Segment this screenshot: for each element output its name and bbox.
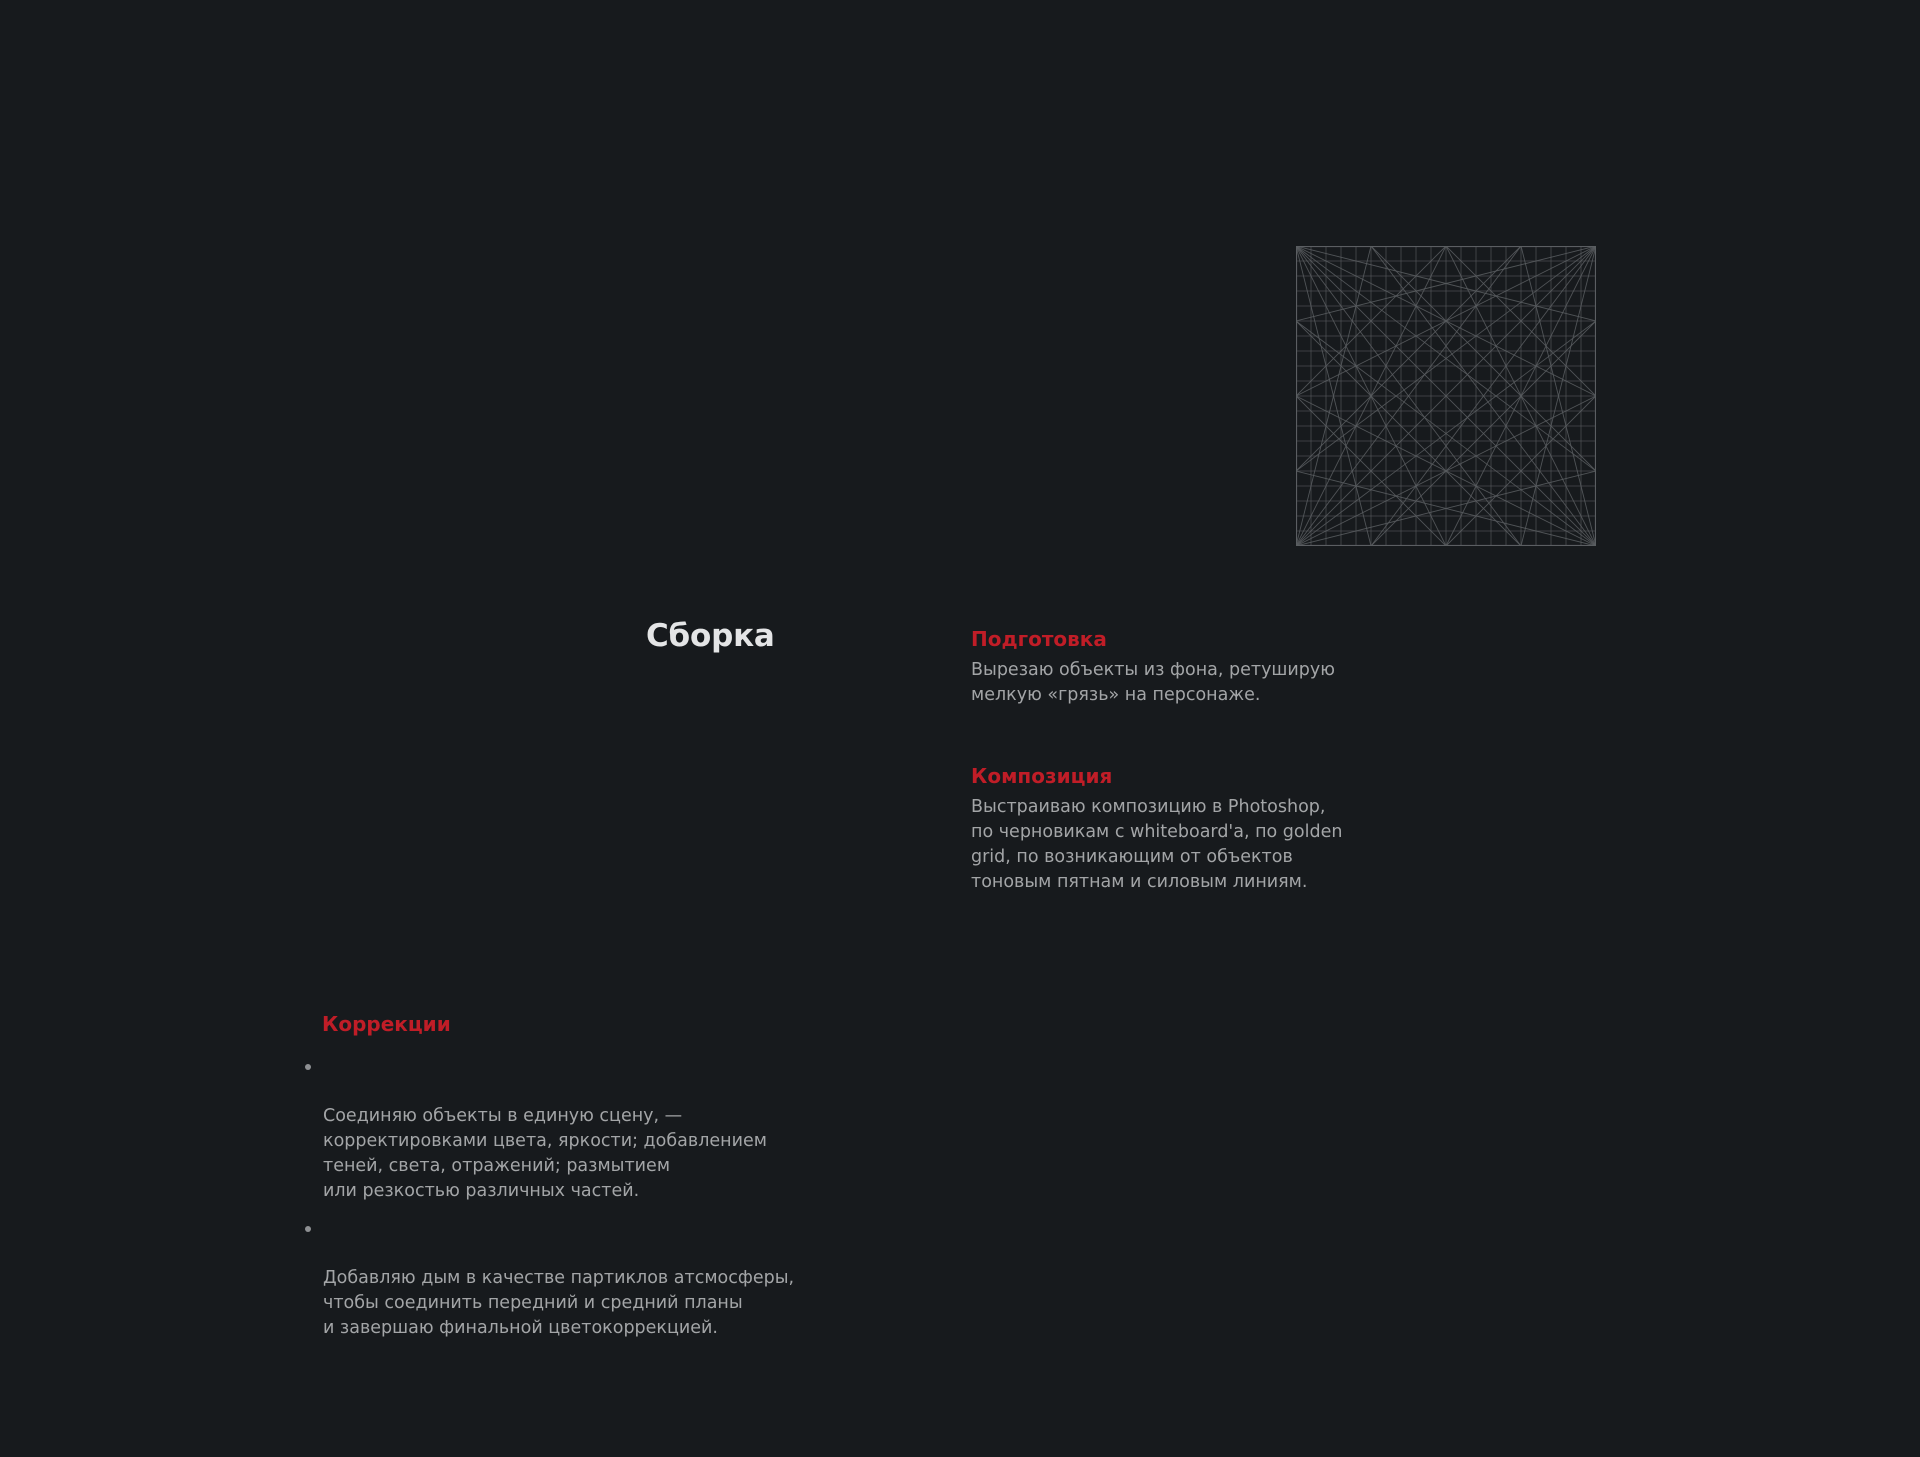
composition-block bbox=[971, 763, 1391, 895]
bullet-icon bbox=[305, 1226, 311, 1232]
golden-grid-drawing bbox=[1296, 246, 1596, 546]
preparation-block bbox=[971, 626, 1391, 708]
list-item-text: Добавляю дым в качестве партиклов атсмосферы, чтобы соединить передний и средний планы и завершаю финальной цветокоррекцией. bbox=[323, 1268, 795, 1338]
preparation-text: Вырезаю объекты из фона, ретуширую мелкую «грязь» на персонаже. bbox=[971, 660, 1336, 705]
corrections-heading: Коррекции bbox=[322, 1012, 451, 1036]
composition-text: Выстраиваю композицию в Photoshop, по черновикам с whiteboard'a, по golden grid, по возникающим от объектов тоновым пятнам и силовым линиям. bbox=[971, 797, 1343, 892]
list-item-text: Соединяю объекты в единую сцену, — корректировками цвета, яркости; добавлением теней, света, отражений; размытием или резкостью различных частей. bbox=[323, 1106, 767, 1201]
corrections-block bbox=[300, 1011, 820, 1353]
list-item bbox=[300, 1216, 820, 1341]
bullet-icon bbox=[305, 1064, 311, 1070]
section-title: Сборка bbox=[646, 618, 775, 654]
preparation-heading: Подготовка bbox=[971, 627, 1107, 651]
composition-heading: Композиция bbox=[971, 764, 1113, 788]
list-item bbox=[300, 1054, 820, 1204]
corrections-list bbox=[300, 1054, 820, 1341]
golden-grid-icon bbox=[1296, 246, 1596, 546]
